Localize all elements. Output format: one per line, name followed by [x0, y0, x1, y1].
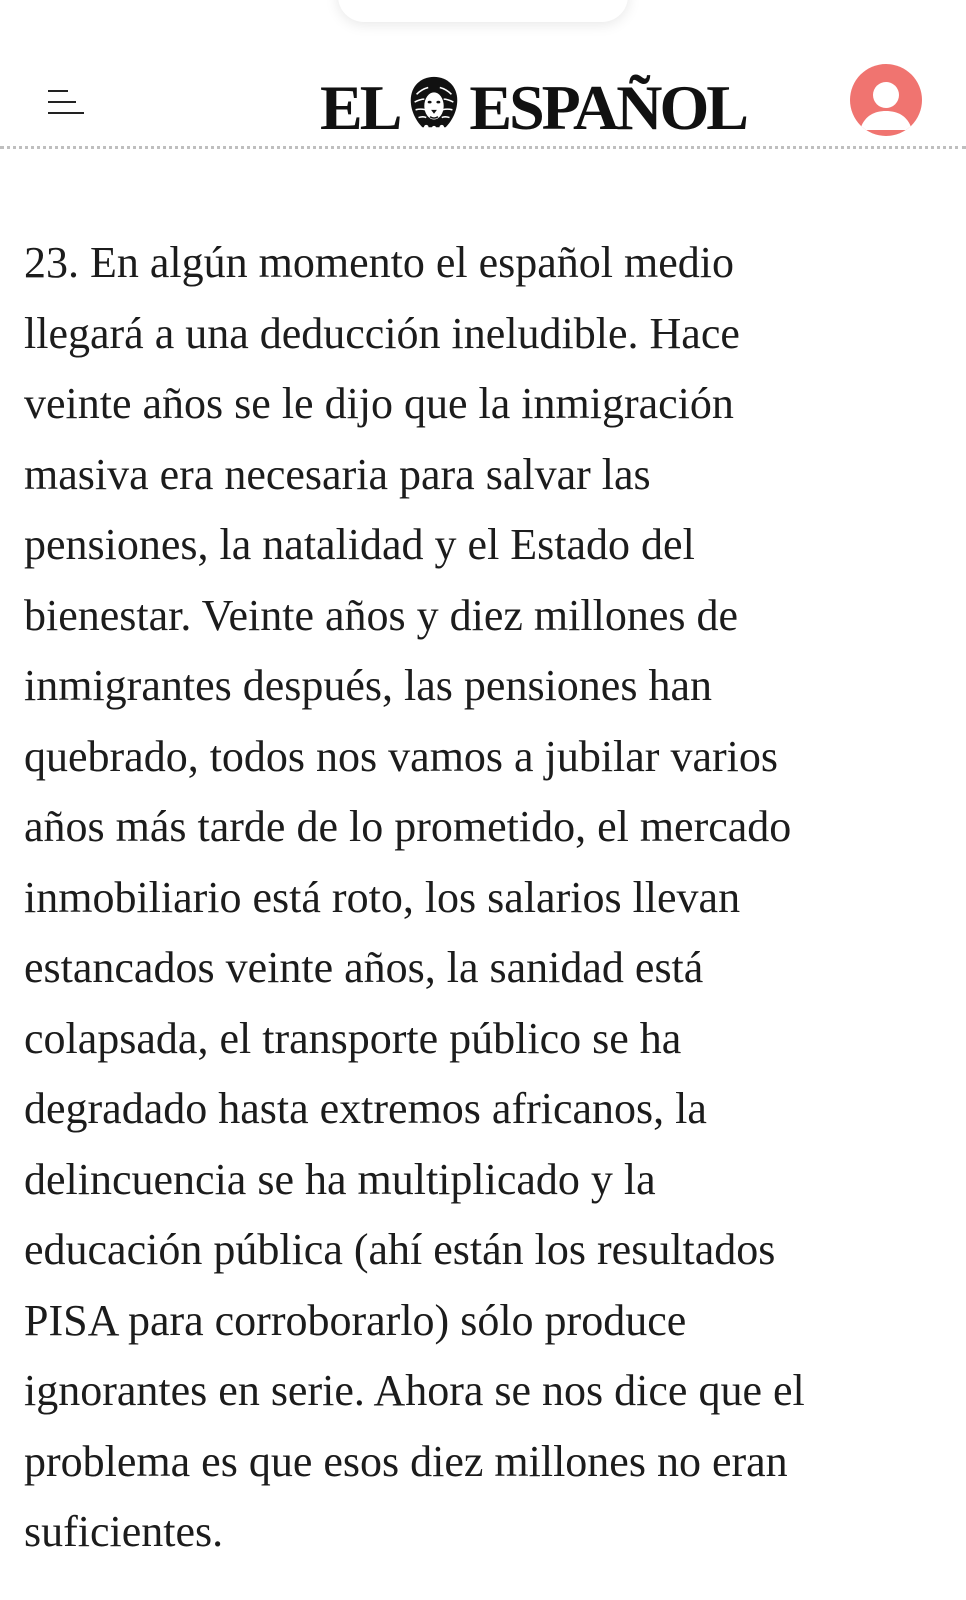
paragraph-line: pensiones, la natalidad y el Estado del	[24, 520, 695, 569]
site-header	[0, 50, 966, 150]
paragraph-line: suficientes.	[24, 1507, 224, 1556]
paragraph-line: colapsada, el transporte público se ha	[24, 1013, 682, 1063]
paragraph-line: inmigrantes después, las pensiones han	[24, 661, 712, 710]
paragraph-line: bienestar. Veinte años y diez millones de	[24, 590, 739, 640]
paragraph-line: educación pública (ahí están los resultados	[24, 1225, 776, 1274]
article-body	[24, 228, 934, 1568]
paragraph-line: veinte años se le dijo que la inmigración	[24, 379, 734, 428]
paragraph-line: llegará a una deducción ineludible. Hace	[24, 308, 740, 358]
paragraph-line: estancados veinte años, la sanidad está	[24, 943, 704, 992]
browser-address-pill	[338, 0, 628, 22]
site-logo[interactable]	[320, 72, 746, 144]
paragraph-line: inmobiliario está roto, los salarios llevan	[24, 872, 741, 922]
lion-logo-icon	[403, 73, 465, 135]
logo-text-espanol: ESPAÑOL	[469, 72, 746, 143]
paragraph-line: 23. En algún momento el español medio	[24, 238, 734, 287]
paragraph-line: quebrado, todos nos vamos a jubilar varios	[24, 731, 778, 781]
paragraph-line: años más tarde de lo prometido, el mercado	[24, 802, 792, 851]
paragraph-line: PISA para corroborarlo) sólo produce	[24, 1295, 687, 1345]
logo-text-el: EL	[320, 72, 400, 143]
paragraph-line: masiva era necesaria para salvar las	[24, 449, 651, 499]
paragraph-line: degradado hasta extremos africanos, la	[24, 1084, 707, 1133]
header-divider	[0, 146, 966, 149]
paragraph-line: delincuencia se ha multiplicado y la	[24, 1154, 656, 1204]
user-avatar-button[interactable]	[850, 64, 922, 136]
user-icon	[850, 64, 922, 136]
paragraph-line: ignorantes en serie. Ahora se nos dice que el	[24, 1366, 805, 1415]
hamburger-menu-icon[interactable]	[48, 88, 88, 118]
article-paragraph	[24, 228, 934, 1568]
paragraph-line: problema es que esos diez millones no eran	[24, 1436, 788, 1486]
